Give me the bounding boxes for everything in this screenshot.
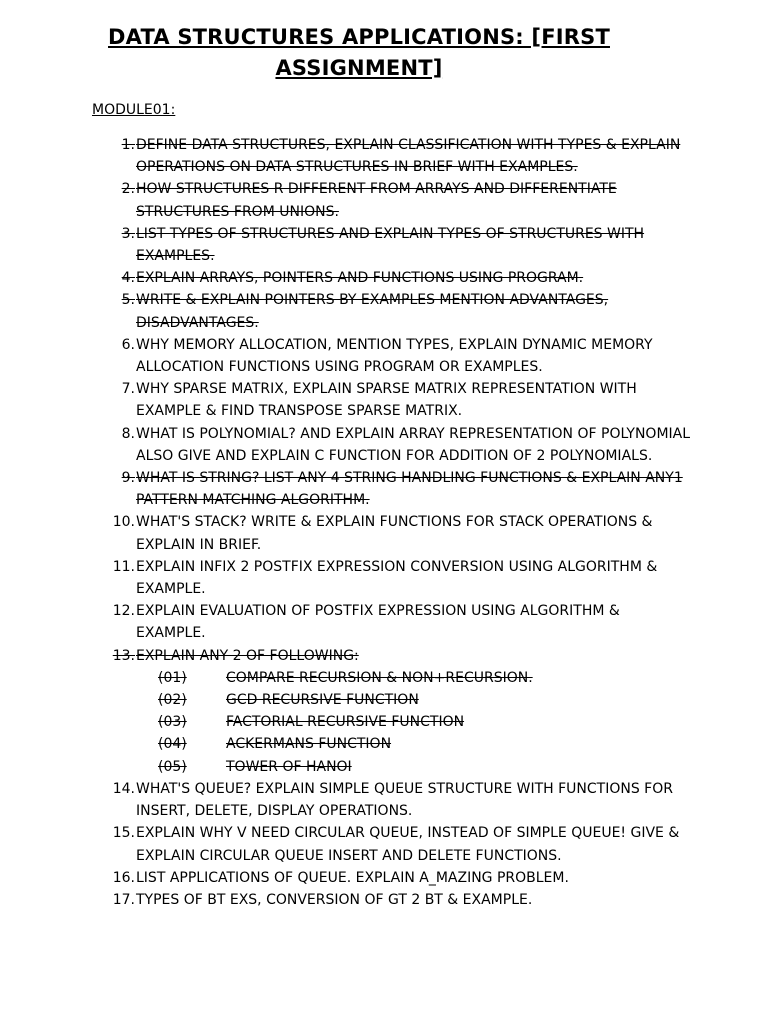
question-item <box>92 134 692 178</box>
sub-question-number: (04) <box>158 736 187 753</box>
question-number: 13. <box>112 647 135 664</box>
question-item <box>92 778 692 822</box>
question-item <box>92 423 692 467</box>
question-item <box>92 334 692 378</box>
sub-question-number: (02) <box>158 692 187 709</box>
sub-question-text: GCD RECURSIVE FUNCTION <box>226 692 419 709</box>
question-number: 12. <box>112 603 135 620</box>
question-item <box>92 556 692 600</box>
question-text: DEFINE DATA STRUCTURES, EXPLAIN CLASSIFICATION WITH TYPES & EXPLAIN OPERATIONS ON DATA STRUCTURES IN BRIEF WITH EXAMPLES. <box>136 137 681 176</box>
question-text: WHY SPARSE MATRIX, EXPLAIN SPARSE MATRIX REPRESENTATION WITH EXAMPLE & FIND TRANSPOSE SPARSE MATRIX. <box>136 381 637 420</box>
question-number: 9. <box>121 470 135 487</box>
question-number: 3. <box>121 225 135 242</box>
question-item <box>92 645 692 778</box>
question-number: 10. <box>112 514 135 531</box>
sub-question-item <box>92 667 692 689</box>
sub-question-text: FACTORIAL RECURSIVE FUNCTION <box>226 714 465 731</box>
question-text: LIST APPLICATIONS OF QUEUE. EXPLAIN A_MAZING PROBLEM. <box>136 869 569 886</box>
sub-question-number: (05) <box>158 758 187 775</box>
question-number: 2. <box>121 181 135 198</box>
sub-question-list <box>92 667 692 778</box>
question-number: 7. <box>121 381 135 398</box>
question-number: 4. <box>121 270 135 287</box>
question-item <box>92 223 692 267</box>
question-text: WHAT IS POLYNOMIAL? AND EXPLAIN ARRAY REPRESENTATION OF POLYNOMIAL ALSO GIVE AND EXPLAIN C FUNCTION FOR ADDITION OF 2 POLYNOMIALS. <box>136 425 691 464</box>
sub-question-item <box>92 689 692 711</box>
sub-question-number: (01) <box>158 669 187 686</box>
question-text: WHAT'S QUEUE? EXPLAIN SIMPLE QUEUE STRUCTURE WITH FUNCTIONS FOR INSERT, DELETE, DISPLAY OPERATIONS. <box>136 780 673 820</box>
question-number: 14. <box>112 780 135 797</box>
document-title: DATA STRUCTURES APPLICATIONS: [FIRST ASSIGNMENT] <box>108 25 610 80</box>
question-number: 11. <box>112 558 135 575</box>
question-number: 6. <box>121 336 135 353</box>
question-text: EXPLAIN ARRAYS, POINTERS AND FUNCTIONS USING PROGRAM. <box>136 270 584 287</box>
question-item <box>92 378 692 422</box>
question-item <box>92 467 692 511</box>
question-text: EXPLAIN ANY 2 OF FOLLOWING: <box>136 647 359 664</box>
question-number: 5. <box>121 292 135 309</box>
question-item <box>92 289 692 333</box>
sub-question-item <box>92 756 692 778</box>
question-item <box>92 822 692 866</box>
question-text: WHAT IS STRING? LIST ANY 4 STRING HANDLING FUNCTIONS & EXPLAIN ANY1 PATTERN MATCHING ALGORITHM. <box>136 470 683 509</box>
question-item <box>92 600 692 644</box>
sub-question-number: (03) <box>158 714 187 731</box>
question-text: EXPLAIN EVALUATION OF POSTFIX EXPRESSION USING ALGORITHM & EXAMPLE. <box>136 603 620 642</box>
sub-question-item <box>92 733 692 755</box>
question-text: TYPES OF BT EXS, CONVERSION OF GT 2 BT & EXAMPLE. <box>136 891 533 908</box>
question-item <box>92 511 692 555</box>
question-item <box>92 889 692 911</box>
sub-question-text: ACKERMANS FUNCTION <box>226 736 392 753</box>
question-number: 15. <box>112 825 135 842</box>
question-text: WHAT'S STACK? WRITE & EXPLAIN FUNCTIONS FOR STACK OPERATIONS & EXPLAIN IN BRIEF. <box>136 514 653 553</box>
question-text: HOW STRUCTURES R DIFFERENT FROM ARRAYS AND DIFFERENTIATE STRUCTURES FROM UNIONS. <box>136 181 617 220</box>
sub-question-text: TOWER OF HANOI <box>226 758 352 775</box>
question-number: 16. <box>112 869 135 886</box>
question-text: WRITE & EXPLAIN POINTERS BY EXAMPLES MENTION ADVANTAGES, DISADVANTAGES. <box>136 292 609 331</box>
question-text: WHY MEMORY ALLOCATION, MENTION TYPES, EXPLAIN DYNAMIC MEMORY ALLOCATION FUNCTIONS USING PROGRAM OR EXAMPLES. <box>136 336 653 376</box>
question-text: EXPLAIN WHY V NEED CIRCULAR QUEUE, INSTEAD OF SIMPLE QUEUE! GIVE & EXPLAIN CIRCULAR QUEUE INSERT AND DELETE FUNCTIONS. <box>136 825 680 864</box>
question-item <box>92 867 692 889</box>
sub-question-item <box>92 711 692 733</box>
question-text: EXPLAIN INFIX 2 POSTFIX EXPRESSION CONVERSION USING ALGORITHM & EXAMPLE. <box>136 558 658 598</box>
question-item <box>92 178 692 222</box>
sub-question-text: COMPARE RECURSION & NON+RECURSION. <box>226 669 533 686</box>
question-number: 8. <box>121 425 135 442</box>
question-list <box>92 134 692 911</box>
module-heading: MODULE01: <box>92 102 176 118</box>
question-number: 1. <box>121 137 135 153</box>
question-number: 17. <box>112 891 135 908</box>
question-text: LIST TYPES OF STRUCTURES AND EXPLAIN TYPES OF STRUCTURES WITH EXAMPLES. <box>136 225 645 265</box>
question-item <box>92 267 692 289</box>
